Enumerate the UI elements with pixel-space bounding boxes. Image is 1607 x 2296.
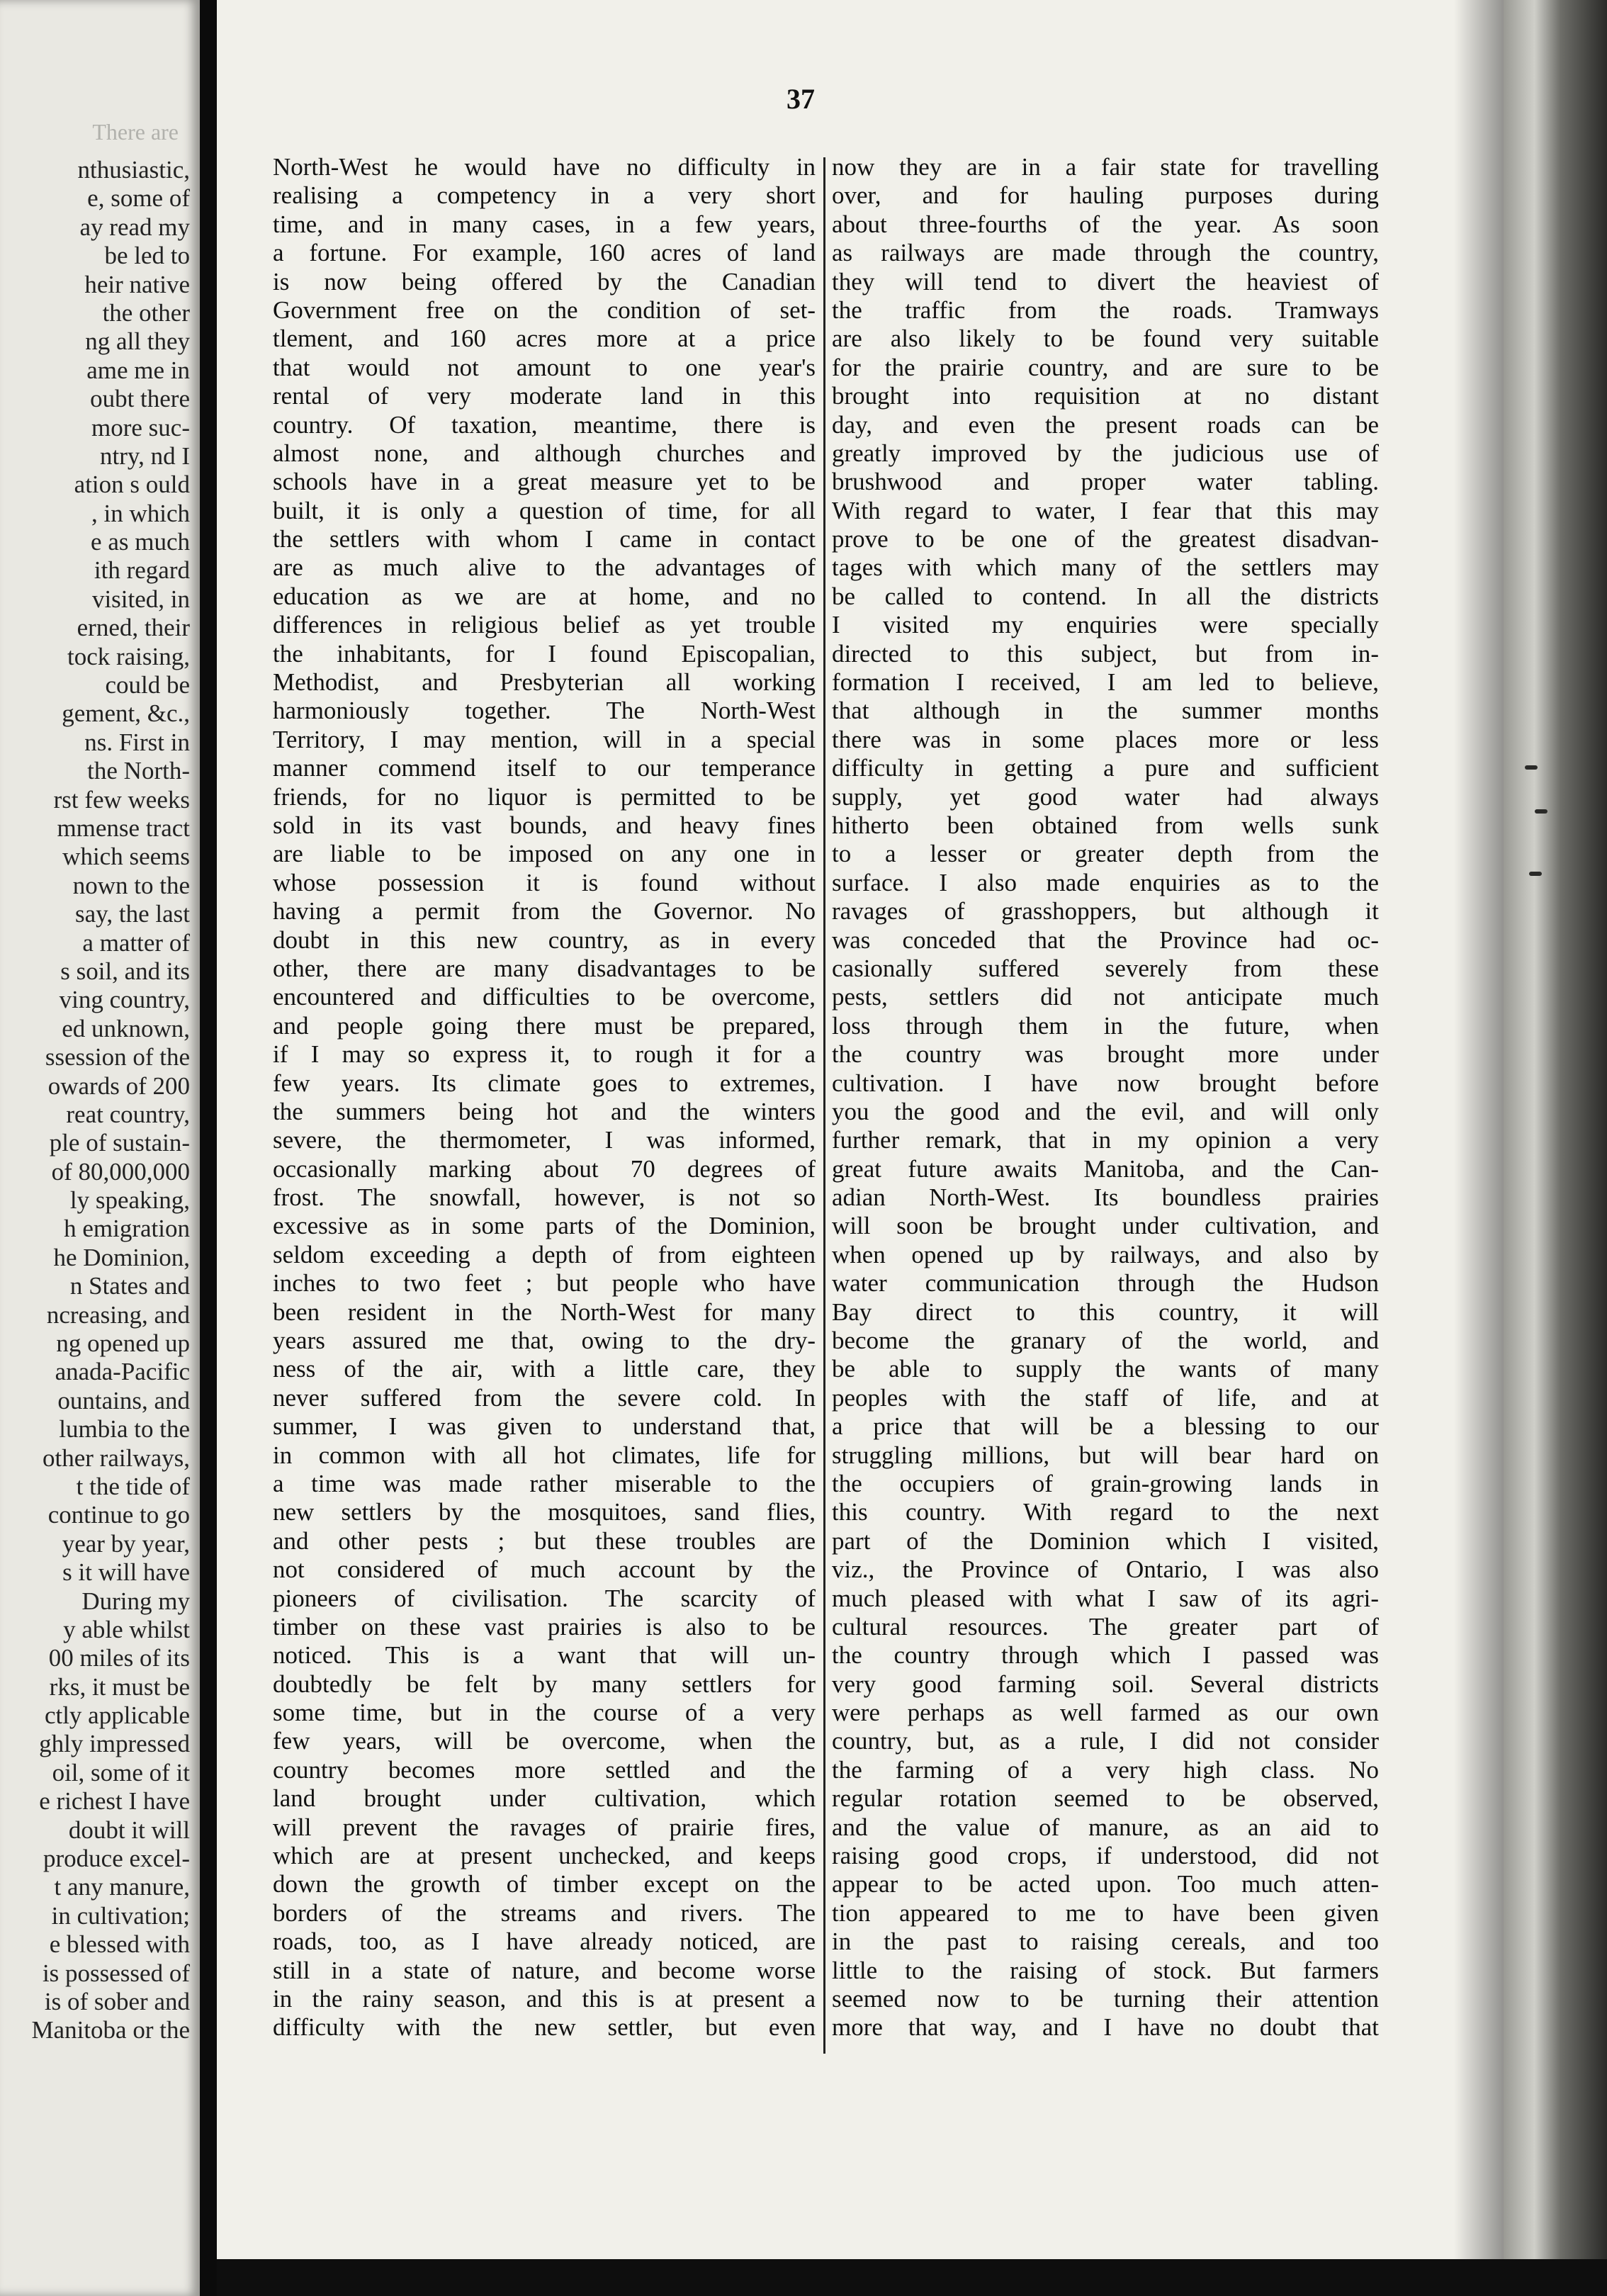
facing-page-line: e as much — [91, 528, 190, 556]
text-line: are as much alive to the advantages of — [273, 553, 816, 582]
facing-page-line: anada-Pacific — [55, 1358, 190, 1386]
facing-page-line: oubt there — [90, 385, 190, 413]
facing-page-line: he Dominion, — [53, 1243, 190, 1271]
facing-page-line: in cultivation; — [51, 1901, 190, 1930]
facing-page-line: is of sober and — [44, 1988, 190, 2015]
text-line: for the prairie country, and are sure to be — [832, 353, 1379, 381]
facing-page-line: h emigration — [64, 1215, 190, 1243]
text-line: summer, I was given to understand that, — [273, 1412, 816, 1441]
text-line: raising good crops, if understood, did not — [832, 1842, 1379, 1870]
text-line: rental of very moderate land in this — [273, 382, 816, 410]
text-line: a price that will be a blessing to our — [832, 1412, 1379, 1441]
facing-page-line: nthusiastic, — [77, 156, 190, 184]
facing-page-line: mmense tract — [57, 814, 190, 842]
text-line: struggling millions, but will bear hard on — [832, 1441, 1379, 1469]
facing-page-line: Manitoba or the — [31, 2016, 190, 2044]
text-line: as railways are made through the country, — [832, 239, 1379, 267]
text-line: a time was made rather miserable to the — [273, 1469, 816, 1497]
text-line: is now being offered by the Canadian — [273, 267, 816, 296]
facing-page-line: nown to the — [72, 871, 190, 899]
scan-border-bottom — [217, 2259, 1607, 2296]
facing-page-line: the North- — [87, 757, 190, 785]
text-line: difficulty in getting a pure and sufficient — [832, 754, 1379, 782]
text-line: hitherto been obtained from wells sunk — [832, 811, 1379, 839]
facing-page-line: e blessed with — [49, 1930, 190, 1959]
text-line: and other pests ; but these troubles are — [273, 1526, 816, 1555]
text-line: become the granary of the world, and — [832, 1327, 1379, 1355]
text-line: education as we are at home, and no — [273, 582, 816, 610]
page-number: 37 — [786, 83, 815, 115]
text-line: casionally suffered severely from these — [832, 954, 1379, 982]
text-line: much pleased with what I saw of its agri- — [832, 1584, 1379, 1612]
text-line: are also likely to be found very suitable — [832, 325, 1379, 353]
text-line: brought into requisition at no distant — [832, 382, 1379, 410]
text-line: friends, for no liquor is permitted to be — [273, 782, 816, 811]
text-line: the farming of a very high class. No — [832, 1755, 1379, 1784]
text-line: seldom exceeding a depth of from eighteen — [273, 1240, 816, 1268]
text-line: still in a state of nature, and become worse — [273, 1956, 816, 1984]
text-line: seemed now to be turning their attention — [832, 1985, 1379, 2013]
facing-page-line: erned, their — [77, 614, 190, 642]
facing-page-line: gement, &c., — [62, 699, 190, 728]
text-line: difficulty with the new settler, but even — [273, 2013, 816, 2042]
text-line: cultivation. I have now brought before — [832, 1069, 1379, 1097]
text-line: not considered of much account by the — [273, 1555, 816, 1584]
text-line: roads, too, as I have already noticed, are — [273, 1928, 816, 1956]
text-line: built, it is only a question of time, for all — [273, 496, 816, 524]
facing-page-line: s it will have — [62, 1558, 190, 1587]
text-line: a fortune. For example, 160 acres of land — [273, 239, 816, 267]
facing-page-line: doubt it will — [68, 1816, 190, 1844]
facing-page-line: ssession of the — [45, 1043, 190, 1071]
facing-page-line: t the tide of — [76, 1472, 190, 1500]
text-line: in common with all hot climates, life for — [273, 1441, 816, 1469]
edge-mark — [1525, 765, 1538, 770]
text-line: North-West he would have no difficulty in — [273, 153, 816, 181]
column-divider — [823, 157, 825, 2054]
facing-page-line: y able whilst — [63, 1615, 190, 1643]
text-line: viz., the Province of Ontario, I was also — [832, 1555, 1379, 1584]
text-line: was conceded that the Province had oc- — [832, 925, 1379, 954]
facing-page-line: a matter of — [82, 928, 190, 957]
facing-page-line: ay read my — [79, 213, 190, 241]
facing-page-line: ountains, and — [57, 1386, 190, 1414]
text-line: other, there are many disadvantages to be — [273, 954, 816, 982]
facing-page-line: say, the last — [75, 900, 190, 928]
text-line: in the past to raising cereals, and too — [832, 1928, 1379, 1956]
facing-page-line: owards of 200 — [47, 1071, 190, 1100]
facing-page-line: t any manure, — [54, 1873, 190, 1901]
text-line: supply, yet good water had always — [832, 782, 1379, 811]
text-line: frost. The snowfall, however, is not so — [273, 1183, 816, 1212]
text-line: there was in some places more or less — [832, 725, 1379, 753]
text-line: almost none, and although churches and — [273, 439, 816, 467]
text-line: over, and for hauling purposes during — [832, 181, 1379, 210]
text-line: the occupiers of grain-growing lands in — [832, 1469, 1379, 1497]
facing-page-line: year by year, — [62, 1529, 190, 1558]
text-line: country. Of taxation, meantime, there is — [273, 410, 816, 439]
facing-page-line: the other — [102, 298, 190, 327]
text-line: about three-fourths of the year. As soon — [832, 210, 1379, 238]
edge-mark — [1535, 809, 1547, 814]
text-line: the settlers with whom I came in contact — [273, 525, 816, 553]
book-page — [217, 0, 1504, 2259]
facing-page-fragment — [0, 0, 200, 2296]
text-line: little to the raising of stock. But farmers — [832, 1956, 1379, 1984]
facing-page-line: produce excel- — [43, 1845, 190, 1873]
facing-page-line: ith regard — [94, 556, 190, 585]
facing-page-line: continue to go — [47, 1501, 190, 1529]
text-line: surface. I also made enquiries as to the — [832, 868, 1379, 896]
text-line: the traffic from the roads. Tramways — [832, 296, 1379, 324]
text-line: formation I received, I am led to believe, — [832, 668, 1379, 697]
text-line: excessive as in some parts of the Dominion, — [273, 1212, 816, 1240]
text-line: prove to be one of the greatest disadvan- — [832, 525, 1379, 553]
text-line: when opened up by railways, and also by — [832, 1240, 1379, 1268]
facing-page-line: During my — [81, 1587, 190, 1615]
text-line: which are at present unchecked, and keeps — [273, 1842, 816, 1870]
text-line: pioneers of civilisation. The scarcity of — [273, 1584, 816, 1612]
book-gutter — [200, 0, 217, 2296]
text-line: regular rotation seemed to be observed, — [832, 1784, 1379, 1813]
text-line: and the value of manure, as an aid to — [832, 1813, 1379, 1841]
facing-page-line: be led to — [104, 242, 190, 270]
text-line: new settlers by the mosquitoes, sand flies, — [273, 1498, 816, 1526]
text-line: tlement, and 160 acres more at a price — [273, 325, 816, 353]
facing-page-line: other railways, — [43, 1444, 190, 1472]
facing-page-line: more suc- — [91, 413, 190, 441]
text-line: the inhabitants, for I found Episcopalian, — [273, 639, 816, 668]
text-line: I visited my enquiries were specially — [832, 611, 1379, 639]
text-line: you the good and the evil, and will only — [832, 1097, 1379, 1125]
text-line: having a permit from the Governor. No — [273, 897, 816, 925]
facing-page-line: of 80,000,000 — [51, 1157, 190, 1186]
text-line: never suffered from the severe cold. In — [273, 1383, 816, 1412]
facing-page-line: tock raising, — [67, 642, 190, 670]
text-line: Bay direct to this country, it will — [832, 1298, 1379, 1326]
facing-page-line: rst few weeks — [53, 785, 190, 814]
text-line: harmoniously together. The North-West — [273, 697, 816, 725]
text-line: be able to supply the wants of many — [832, 1355, 1379, 1383]
text-line: pests, settlers did not anticipate much — [832, 983, 1379, 1011]
text-line: differences in religious belief as yet trouble — [273, 611, 816, 639]
facing-page-line: is possessed of — [42, 1959, 190, 1987]
text-line: day, and even the present roads can be — [832, 410, 1379, 439]
facing-page-line: 00 miles of its — [48, 1644, 190, 1672]
text-column-right — [832, 153, 1379, 2042]
facing-page-line: heir native — [84, 270, 190, 298]
text-line: Territory, I may mention, will in a special — [273, 725, 816, 753]
text-line: noticed. This is a want that will un- — [273, 1641, 816, 1670]
facing-page-header: There are — [92, 119, 179, 145]
text-line: will soon be brought under cultivation, and — [832, 1212, 1379, 1240]
text-line: peoples with the staff of life, and at — [832, 1383, 1379, 1412]
facing-page-line: ed unknown, — [62, 1014, 190, 1042]
text-line: Methodist, and Presbyterian all working — [273, 668, 816, 697]
facing-page-line: oil, some of it — [52, 1758, 190, 1786]
text-column-left — [273, 153, 816, 2042]
facing-page-line: ns. First in — [84, 728, 190, 756]
text-line: great future awaits Manitoba, and the Can- — [832, 1154, 1379, 1183]
text-line: the country was brought more under — [832, 1040, 1379, 1069]
text-line: the summers being hot and the winters — [273, 1097, 816, 1125]
facing-page-line: ntry, nd I — [99, 441, 190, 470]
text-line: few years. Its climate goes to extremes, — [273, 1069, 816, 1097]
text-line: were perhaps as well farmed as our own — [832, 1699, 1379, 1727]
text-line: more that way, and I have no doubt that — [832, 2013, 1379, 2042]
facing-page-line: visited, in — [91, 585, 190, 613]
facing-page-line: s soil, and its — [60, 957, 190, 985]
text-line: manner commend itself to our temperance — [273, 754, 816, 782]
text-line: With regard to water, I fear that this may — [832, 496, 1379, 524]
text-line: tages with which many of the settlers may — [832, 553, 1379, 582]
text-line: time, and in many cases, in a few years, — [273, 210, 816, 238]
text-line: adian North-West. Its boundless prairies — [832, 1183, 1379, 1212]
text-line: and people going there must be prepared, — [273, 1011, 816, 1040]
facing-page-line: reat country, — [66, 1100, 190, 1128]
facing-page-line: ng all they — [85, 327, 190, 356]
text-line: they will tend to divert the heaviest of — [832, 267, 1379, 296]
text-line: borders of the streams and rivers. The — [273, 1898, 816, 1927]
text-line: this country. With regard to the next — [832, 1498, 1379, 1526]
edge-mark — [1529, 872, 1542, 876]
text-line: inches to two feet ; but people who have — [273, 1269, 816, 1298]
text-line: years assured me that, owing to the dry- — [273, 1327, 816, 1355]
facing-page-line: ving country, — [59, 986, 190, 1014]
text-line: few years, will be overcome, when the — [273, 1727, 816, 1755]
text-line: now they are in a fair state for travelling — [832, 153, 1379, 181]
text-line: are liable to be imposed on any one in — [273, 840, 816, 868]
text-line: realising a competency in a very short — [273, 181, 816, 210]
facing-page-line: ation s ould — [74, 471, 190, 499]
facing-page-line: e, some of — [87, 184, 190, 213]
facing-page-line: could be — [105, 671, 190, 699]
text-line: severe, the thermometer, I was informed, — [273, 1126, 816, 1154]
text-line: loss through them in the future, when — [832, 1011, 1379, 1040]
text-line: if I may so express it, to rough it for a — [273, 1040, 816, 1069]
text-line: schools have in a great measure yet to be — [273, 468, 816, 496]
text-line: that would not amount to one year's — [273, 353, 816, 381]
text-line: country, but, as a rule, I did not consider — [832, 1727, 1379, 1755]
facing-page-line: rks, it must be — [49, 1672, 190, 1701]
facing-page-line: ple of sustain- — [49, 1129, 190, 1157]
text-line: the country through which I passed was — [832, 1641, 1379, 1670]
text-line: brushwood and proper water tabling. — [832, 468, 1379, 496]
text-line: ness of the air, with a little care, they — [273, 1355, 816, 1383]
page-edge-stack — [1504, 0, 1607, 2296]
text-line: to a lesser or greater depth from the — [832, 840, 1379, 868]
facing-page-line: n States and — [69, 1272, 190, 1300]
text-line: encountered and difficulties to be overcome, — [273, 983, 816, 1011]
text-line: occasionally marking about 70 degrees of — [273, 1154, 816, 1183]
text-line: in the rainy season, and this is at present a — [273, 1985, 816, 2013]
text-line: greatly improved by the judicious use of — [832, 439, 1379, 467]
text-line: part of the Dominion which I visited, — [832, 1526, 1379, 1555]
facing-page-line: ghly impressed — [39, 1730, 190, 1758]
text-line: doubt in this new country, as in every — [273, 925, 816, 954]
text-line: whose possession it is found without — [273, 868, 816, 896]
text-line: doubtedly be felt by many settlers for — [273, 1670, 816, 1698]
text-line: been resident in the North-West for many — [273, 1298, 816, 1326]
text-line: some time, but in the course of a very — [273, 1699, 816, 1727]
text-line: Government free on the condition of set- — [273, 296, 816, 324]
text-line: cultural resources. The greater part of — [832, 1612, 1379, 1641]
facing-page-line: which seems — [62, 843, 190, 871]
text-line: down the growth of timber except on the — [273, 1870, 816, 1898]
text-line: appear to be acted upon. Too much atten- — [832, 1870, 1379, 1898]
facing-page-line: e richest I have — [39, 1787, 190, 1816]
text-line: directed to this subject, but from in- — [832, 639, 1379, 668]
facing-page-line: ng opened up — [56, 1329, 190, 1358]
text-line: country becomes more settled and the — [273, 1755, 816, 1784]
facing-page-text — [0, 156, 190, 2045]
facing-page-line: lumbia to the — [59, 1415, 190, 1444]
text-line: sold in its vast bounds, and heavy fines — [273, 811, 816, 839]
facing-page-line: ly speaking, — [69, 1186, 190, 1215]
text-line: ravages of grasshoppers, but although it — [832, 897, 1379, 925]
facing-page-line: ame me in — [86, 356, 190, 384]
text-line: land brought under cultivation, which — [273, 1784, 816, 1813]
text-line: very good farming soil. Several districts — [832, 1670, 1379, 1698]
text-line: water communication through the Hudson — [832, 1269, 1379, 1298]
text-line: that although in the summer months — [832, 697, 1379, 725]
text-line: further remark, that in my opinion a very — [832, 1126, 1379, 1154]
text-line: tion appeared to me to have been given — [832, 1898, 1379, 1927]
text-line: will prevent the ravages of prairie fires, — [273, 1813, 816, 1841]
text-line: timber on these vast prairies is also to be — [273, 1612, 816, 1641]
text-line: be called to contend. In all the districts — [832, 582, 1379, 610]
facing-page-line: ncreasing, and — [46, 1300, 190, 1329]
facing-page-line: ctly applicable — [44, 1701, 190, 1730]
facing-page-line: , in which — [91, 499, 190, 527]
